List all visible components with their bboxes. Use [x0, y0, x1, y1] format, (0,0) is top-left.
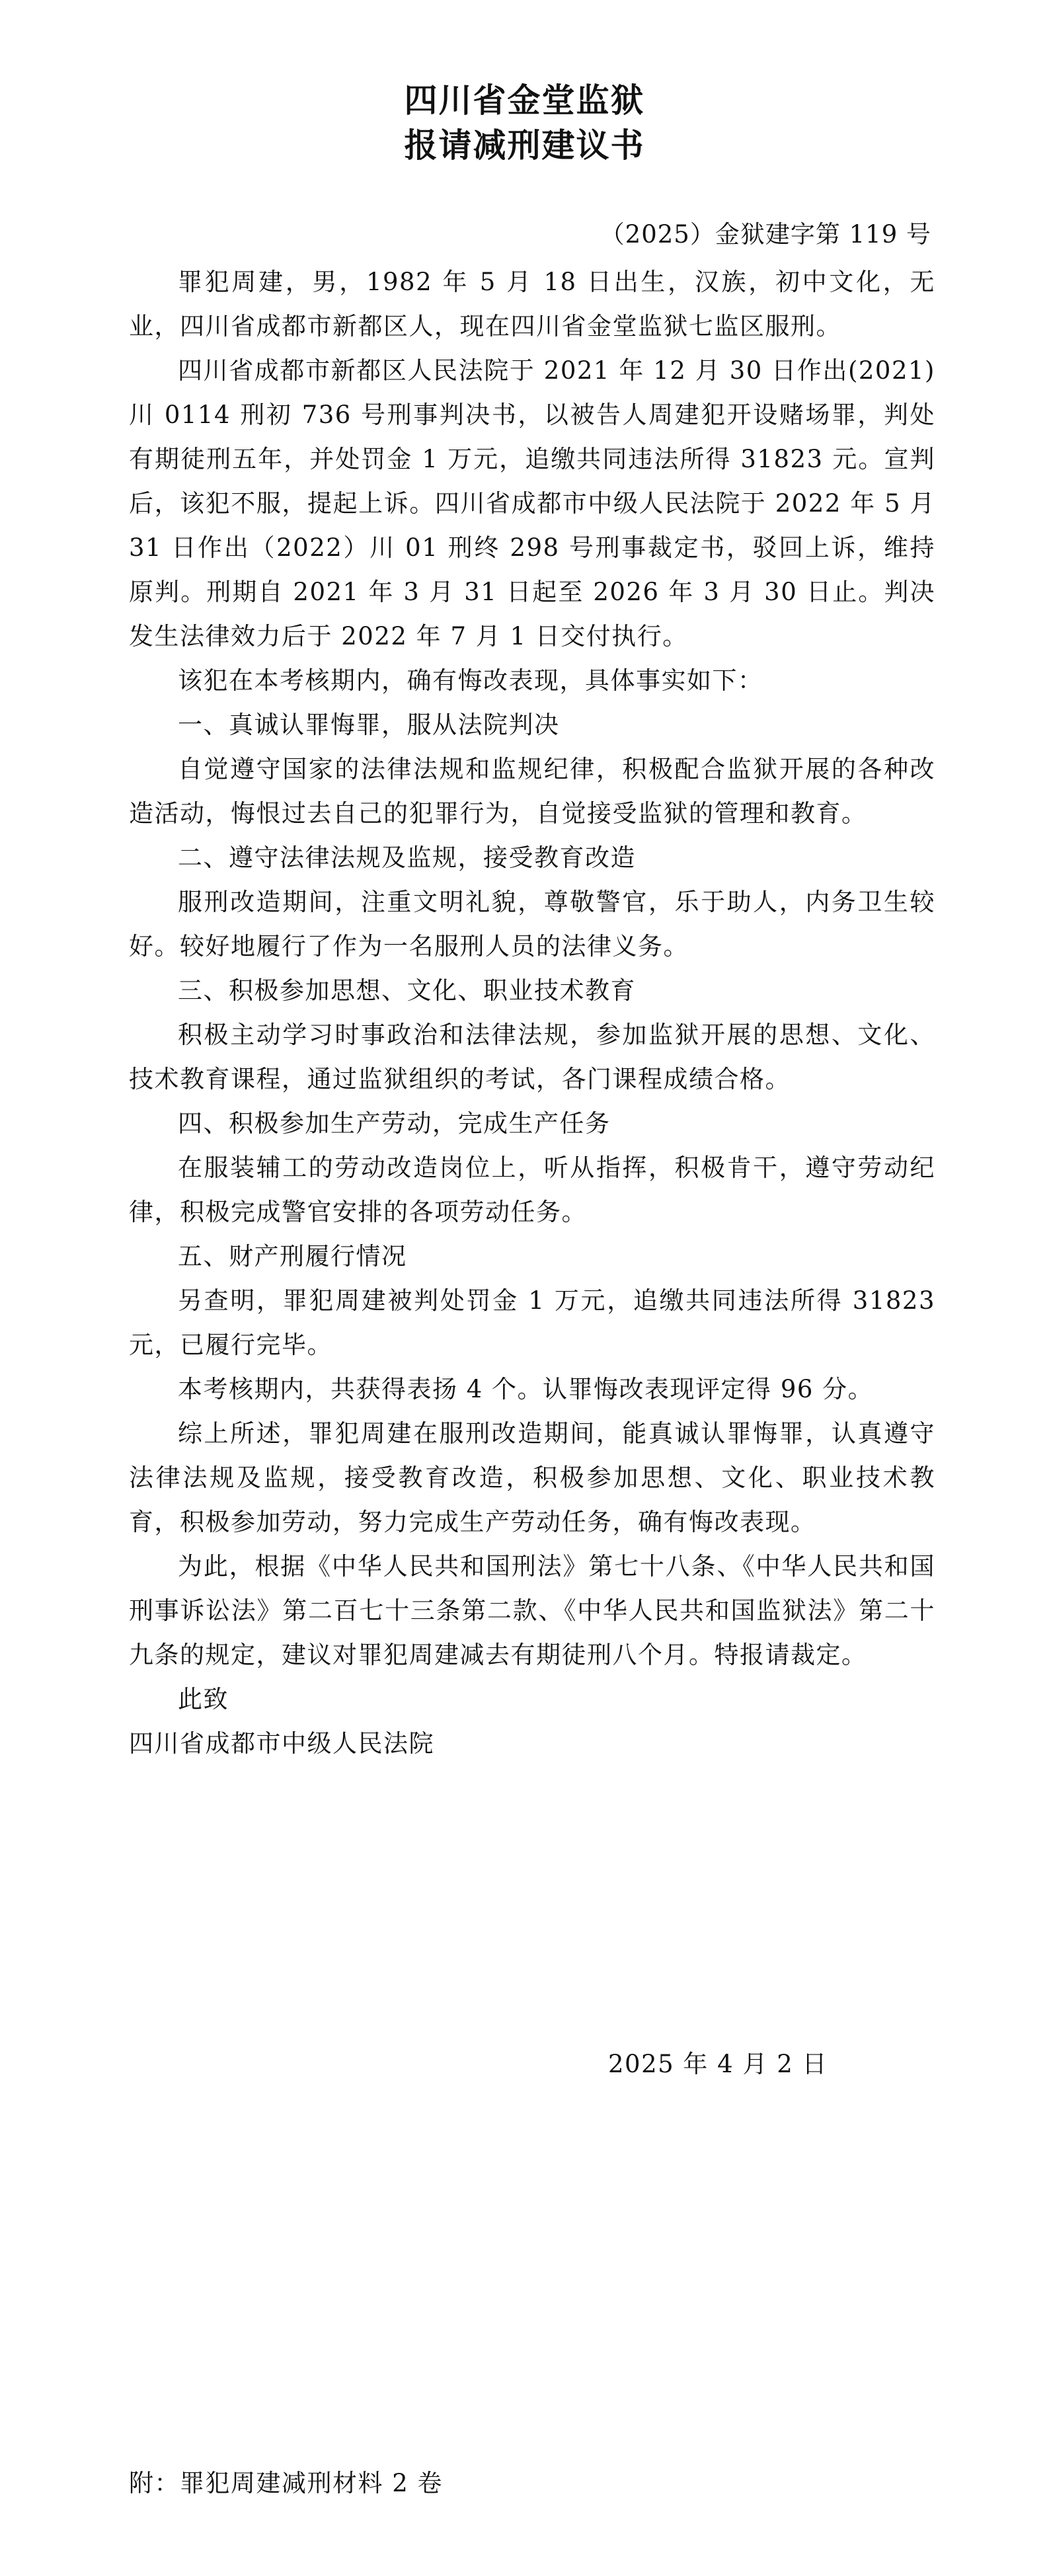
paragraph-section-3: 积极主动学习时事政治和法律法规，参加监狱开展的思想、文化、技术教育课程，通过监狱组织的考试，各门课程成绩合格。 [129, 1021, 935, 1093]
recipient: 四川省成都市中级人民法院 [129, 1729, 434, 1758]
paragraph-praise-score: 本考核期内，共获得表扬 4 个。认罪悔改表现评定得 96 分。 [178, 1375, 874, 1403]
section-heading-4: 四、积极参加生产劳动，完成生产任务 [178, 1109, 611, 1138]
paragraph-section-4: 在服装辅工的劳动改造岗位上，听从指挥，积极肯干，遵守劳动纪律，积极完成警官安排的各项劳动任务。 [129, 1153, 935, 1226]
section-heading-2: 二、遵守法律法规及监规，接受教育改造 [178, 843, 636, 872]
section-heading-5: 五、财产刑履行情况 [178, 1242, 407, 1270]
paragraph-recommendation: 为此，根据《中华人民共和国刑法》第七十八条、《中华人民共和国刑事诉讼法》第二百七十三条第二款、《中华人民共和国监狱法》第二十九条的规定，建议对罪犯周建减去有期徒刑八个月。特报请裁定。 [129, 1552, 935, 1669]
attachment-note: 附：罪犯周建减刑材料 2 卷 [129, 2469, 444, 2497]
paragraph-intro: 该犯在本考核期内，确有悔改表现，具体事实如下： [178, 666, 763, 695]
paragraph-salutation: 此致 [178, 1685, 229, 1713]
document-date: 2025 年 4 月 2 日 [608, 2050, 828, 2078]
paragraph-section-5: 另查明，罪犯周建被判处罚金 1 万元，追缴共同违法所得 31823 元，已履行完毕。 [129, 1286, 935, 1359]
document-title-line1: 四川省金堂监狱 [404, 81, 645, 120]
paragraph-personal-info: 罪犯周建，男，1982 年 5 月 18 日出生，汉族，初中文化，无业，四川省成都市新都区人，现在四川省金堂监狱七监区服刑。 [129, 268, 935, 340]
document-body [129, 260, 935, 1766]
section-heading-1: 一、真诚认罪悔罪，服从法院判决 [178, 711, 560, 739]
paragraph-summary: 综上所述，罪犯周建在服刑改造期间，能真诚认罪悔罪，认真遵守法律法规及监规，接受教育改造，积极参加思想、文化、职业技术教育，积极参加劳动，努力完成生产劳动任务，确有悔改表现。 [129, 1419, 935, 1536]
section-heading-3: 三、积极参加思想、文化、职业技术教育 [178, 976, 636, 1005]
document-number: （2025）金狱建字第 119 号 [600, 220, 931, 249]
paragraph-judgment: 四川省成都市新都区人民法院于 2021 年 12 月 30 日作出(2021)川 0114 刑初 736 号刑事判决书，以被告人周建犯开设赌场罪，判处有期徒刑五年，并处罚金 1 万元，追缴共同违法所得 31823 元。宣判后，该犯不服，提起上诉。四川省成都市中级人民法院于 2022 年 5 月 31 日作出（2022）川 01 刑终 298 号刑事裁定书，驳回上诉，维持原判。刑期自 2021 年 3 月 31 日起至 2026 年 3 月 30 日止。判决发生法律效力后于 2022 年 7 月 1 日交付执行。 [129, 356, 935, 650]
paragraph-section-1: 自觉遵守国家的法律法规和监规纪律，积极配合监狱开展的各种改造活动，悔恨过去自己的犯罪行为，自觉接受监狱的管理和教育。 [129, 755, 935, 828]
paragraph-section-2: 服刑改造期间，注重文明礼貌，尊敬警官，乐于助人，内务卫生较好。较好地履行了作为一名服刑人员的法律义务。 [129, 888, 935, 960]
document-title-line2: 报请减刑建议书 [404, 126, 645, 165]
